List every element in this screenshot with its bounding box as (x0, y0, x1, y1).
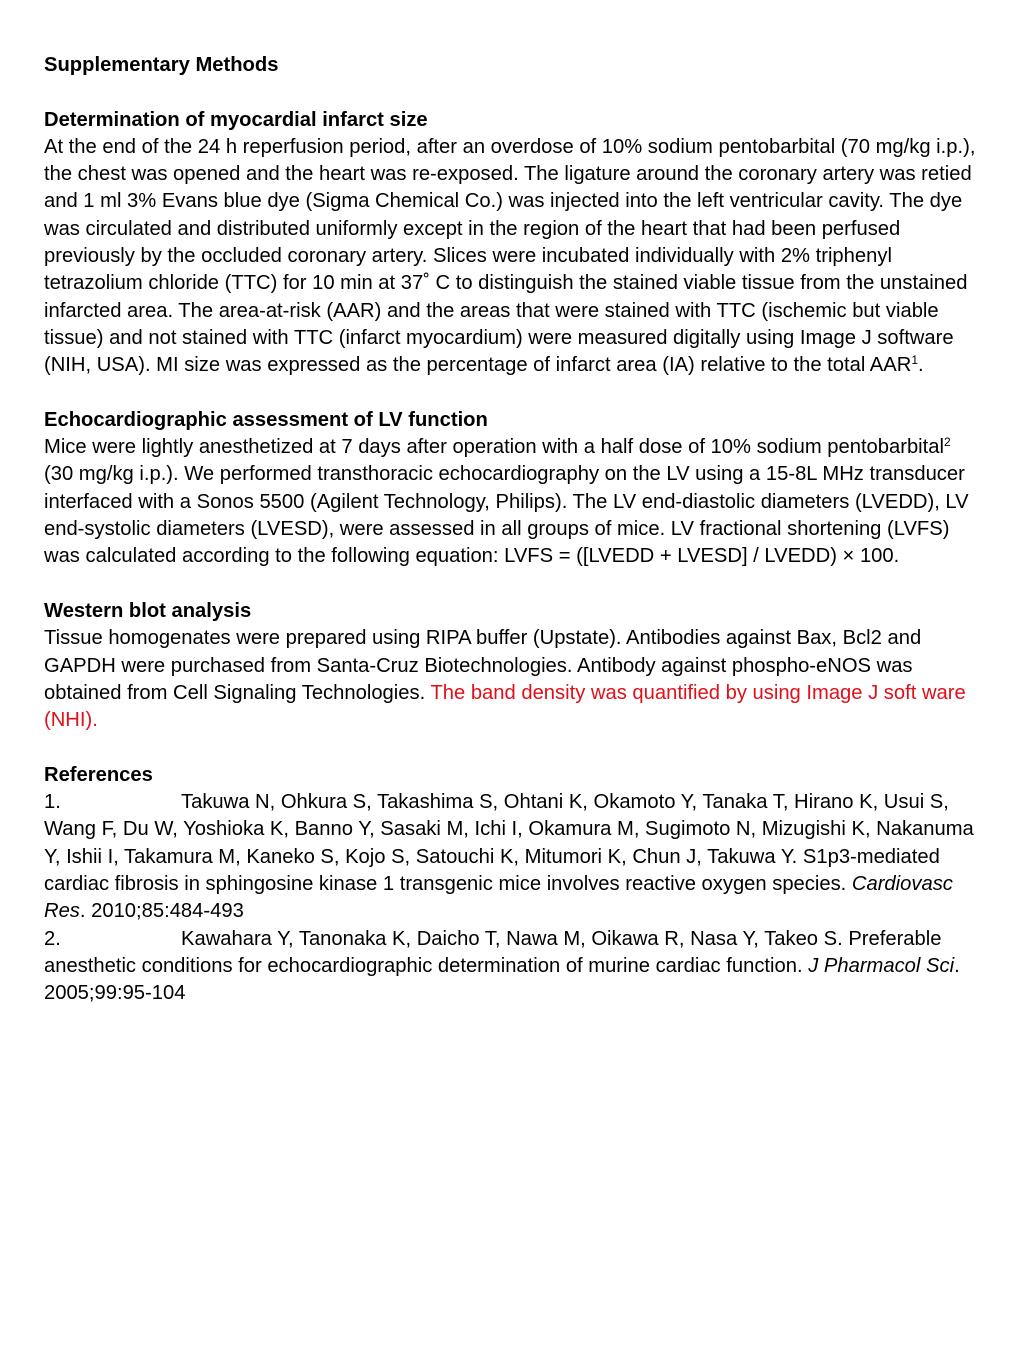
reference-authors: Kawahara Y, Tanonaka K, Daicho T, Nawa M, Oikawa R, Nasa Y, Takeo S. Preferable anesthetic conditions for echocardiographic determination of murine cardiac function. (44, 927, 942, 977)
references-heading: References (44, 763, 153, 786)
section-body (44, 134, 984, 380)
section-heading: Western blot analysis (44, 599, 252, 622)
reference-journal: J Pharmacol Sci (808, 954, 955, 977)
section-body (44, 625, 984, 734)
document-title: Supplementary Methods (44, 54, 279, 76)
section-echocardiography (44, 407, 984, 571)
section-heading: Determination of myocardial infarct size (44, 108, 428, 131)
body-text: At the end of the 24 h reperfusion period, after an overdose of 10% sodium pentobarbital (70 mg/kg i.p.), the chest was opened and the heart was re-exposed. The ligature around the coronary artery was retied and 1 ml 3% Evans blue dye (Sigma Chemical Co.) was injected into the left ventricular cavity. The dye was circulated and distributed uniformly except in the region of the heart that had been perfused previously by the occluded coronary artery. Slices were incubated individually with 2% triphenyl tetrazolium chloride (TTC) for 10 min at 37˚ C to distinguish the stained viable tissue from the unstained infarcted area. The area-at-risk (AAR) and the areas that were stained with TTC (ischemic but viable tissue) and not stained with TTC (infarct myocardium) were measured digitally using Image J software (NIH, USA). MI size was expressed as the percentage of infarct area (IA) relative to the total AAR (44, 135, 976, 377)
reference-item (44, 926, 984, 1008)
reference-citation: . 2010;85:484-493 (79, 900, 244, 923)
section-infarct-size (44, 107, 984, 380)
section-body (44, 434, 984, 570)
references-section (44, 762, 984, 1008)
section-heading: Echocardiographic assessment of LV function (44, 408, 488, 431)
body-text-rest: (30 mg/kg i.p.). We performed transthoracic echocardiography on the LV using a 15-8L MHz transducer interfaced with a Sonos 5500 (Agilent Technology, Philips). The LV end-diastolic diameters (LVEDD), LV end-systolic diameters (LVESD), were assessed in all groups of mice. LV fractional shortening (LVFS) was calculated according to the following equation: LVFS = ([LVEDD + LVESD] / LVEDD) × 100. (44, 463, 969, 568)
spacer (44, 380, 984, 407)
reference-superscript: 2 (944, 435, 951, 450)
document-page (44, 52, 984, 1007)
reference-item (44, 789, 984, 925)
body-text: Tissue homogenates were prepared using RIPA buffer (Upstate). Antibodies against Bax, Bcl2 and GAPDH were purchased from Santa-Cruz Biotechnologies. Antibody against phospho-eNOS was obtained from Cell Signaling Technologies. (44, 627, 922, 704)
section-western-blot (44, 598, 984, 734)
reference-superscript: 1 (911, 353, 919, 368)
body-text: Mice were lightly anesthetized at 7 days after operation with a half dose of 10% sodium pentobarbital (44, 436, 944, 459)
highlighted-text: The band density was quantified by using Image J soft ware (NHI). (44, 681, 966, 732)
spacer (44, 734, 984, 761)
reference-number: 2. (44, 927, 61, 950)
reference-authors: Takuwa N, Ohkura S, Takashima S, Ohtani K, Okamoto Y, Tanaka T, Hirano K, Usui S, Wang F, Du W, Yoshioka K, Banno Y, Sasaki M, Ichi I, Okamura M, Sugimoto N, Mizugishi K, Nakanuma Y, Ishii I, Takamura M, Kaneko S, Kojo S, Satouchi K, Mitumori K, Chun J, Takuwa Y. S1p3-mediated cardiac fibrosis in sphingosine kinase 1 transgenic mice involves reactive oxygen species. (44, 791, 974, 895)
spacer (44, 571, 984, 598)
body-text-end: . (918, 354, 924, 377)
spacer (44, 79, 984, 106)
reference-citation: . 2005;99:95-104 (44, 954, 960, 1005)
reference-number: 1. (44, 791, 61, 814)
reference-journal: Cardiovasc Res (44, 872, 953, 923)
